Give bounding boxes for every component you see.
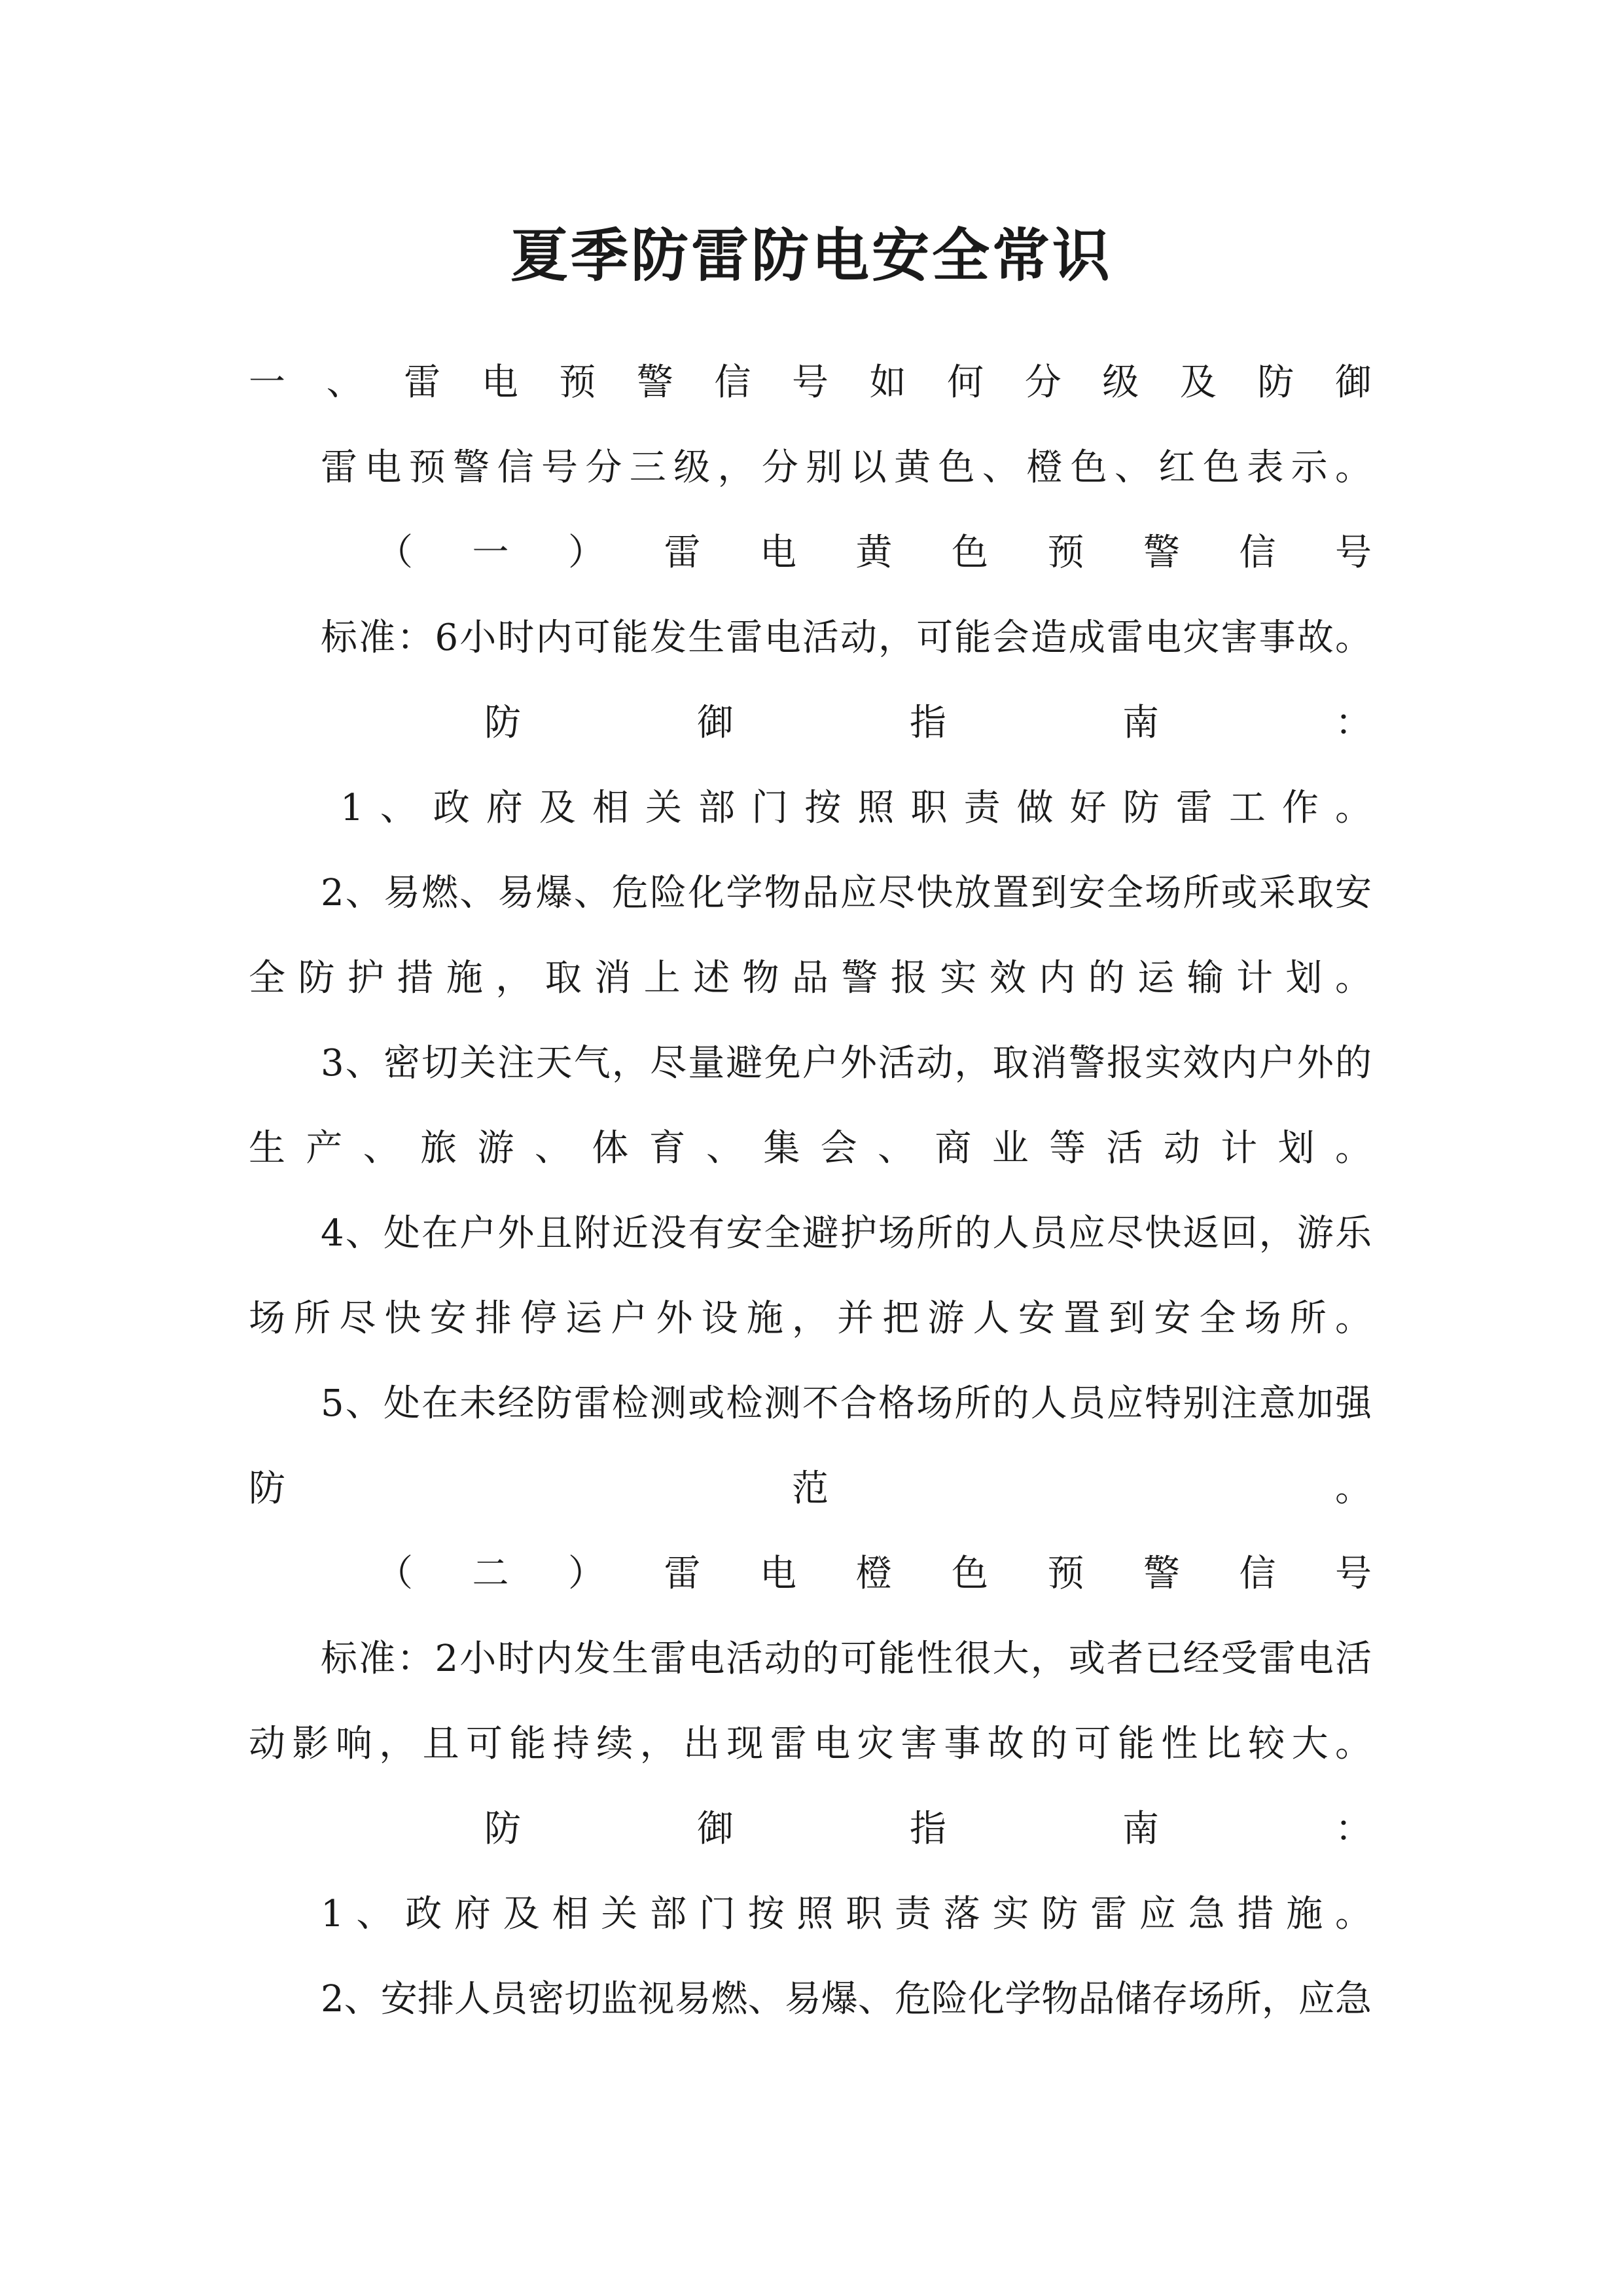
paragraph-line: 3、密切关注天气，尽量避免户外活动，取消警报实效内户外的 xyxy=(321,1042,1372,1085)
paragraph-line: 标准：2小时内发生雷电活动的可能性很大，或者已经受雷电活 xyxy=(321,1638,1372,1680)
paragraph-line: 生产、旅游、体育、集会、商业等活动计划。 xyxy=(249,1127,1372,1170)
guide-heading: 防御指南： xyxy=(484,702,1372,744)
paragraph-line: 2、易燃、易爆、危险化学物品应尽快放置到安全场所或采取安 xyxy=(321,872,1372,914)
paragraph-line: 标准：6小时内可能发生雷电活动，可能会造成雷电灾害事故。 xyxy=(321,617,1372,659)
paragraph-line: 防范。 xyxy=(249,1467,1372,1510)
paragraph-line: 4、处在户外且附近没有安全避护场所的人员应尽快返回，游乐 xyxy=(321,1212,1372,1255)
section-heading-1: 一、雷电预警信号如何分级及防御 xyxy=(249,361,1372,404)
subsection-heading-yellow: （一）雷电黄色预警信号 xyxy=(376,531,1372,574)
paragraph-line: 5、处在未经防雷检测或检测不合格场所的人员应特别注意加强 xyxy=(321,1382,1372,1425)
paragraph-line: 2、安排人员密切监视易燃、易爆、危险化学物品储存场所，应急 xyxy=(321,1978,1372,2020)
subsection-heading-orange: （二）雷电橙色预警信号 xyxy=(376,1552,1372,1595)
paragraph-line: 雷电预警信号分三级，分别以黄色、橙色、红色表示。 xyxy=(321,446,1372,489)
paragraph-line: 动影响，且可能持续，出现雷电灾害事故的可能性比较大。 xyxy=(249,1723,1372,1765)
document-title: 夏季防雷防电安全常识 xyxy=(510,221,1113,289)
paragraph-line: 1、政府及相关部门按照职责做好防雷工作。 xyxy=(340,787,1372,829)
guide-heading: 防御指南： xyxy=(484,1808,1372,1850)
paragraph-line: 1、政府及相关部门按照职责落实防雷应急措施。 xyxy=(321,1893,1372,1935)
paragraph-line: 全防护措施，取消上述物品警报实效内的运输计划。 xyxy=(249,957,1372,999)
paragraph-line: 场所尽快安排停运户外设施，并把游人安置到安全场所。 xyxy=(249,1297,1372,1340)
